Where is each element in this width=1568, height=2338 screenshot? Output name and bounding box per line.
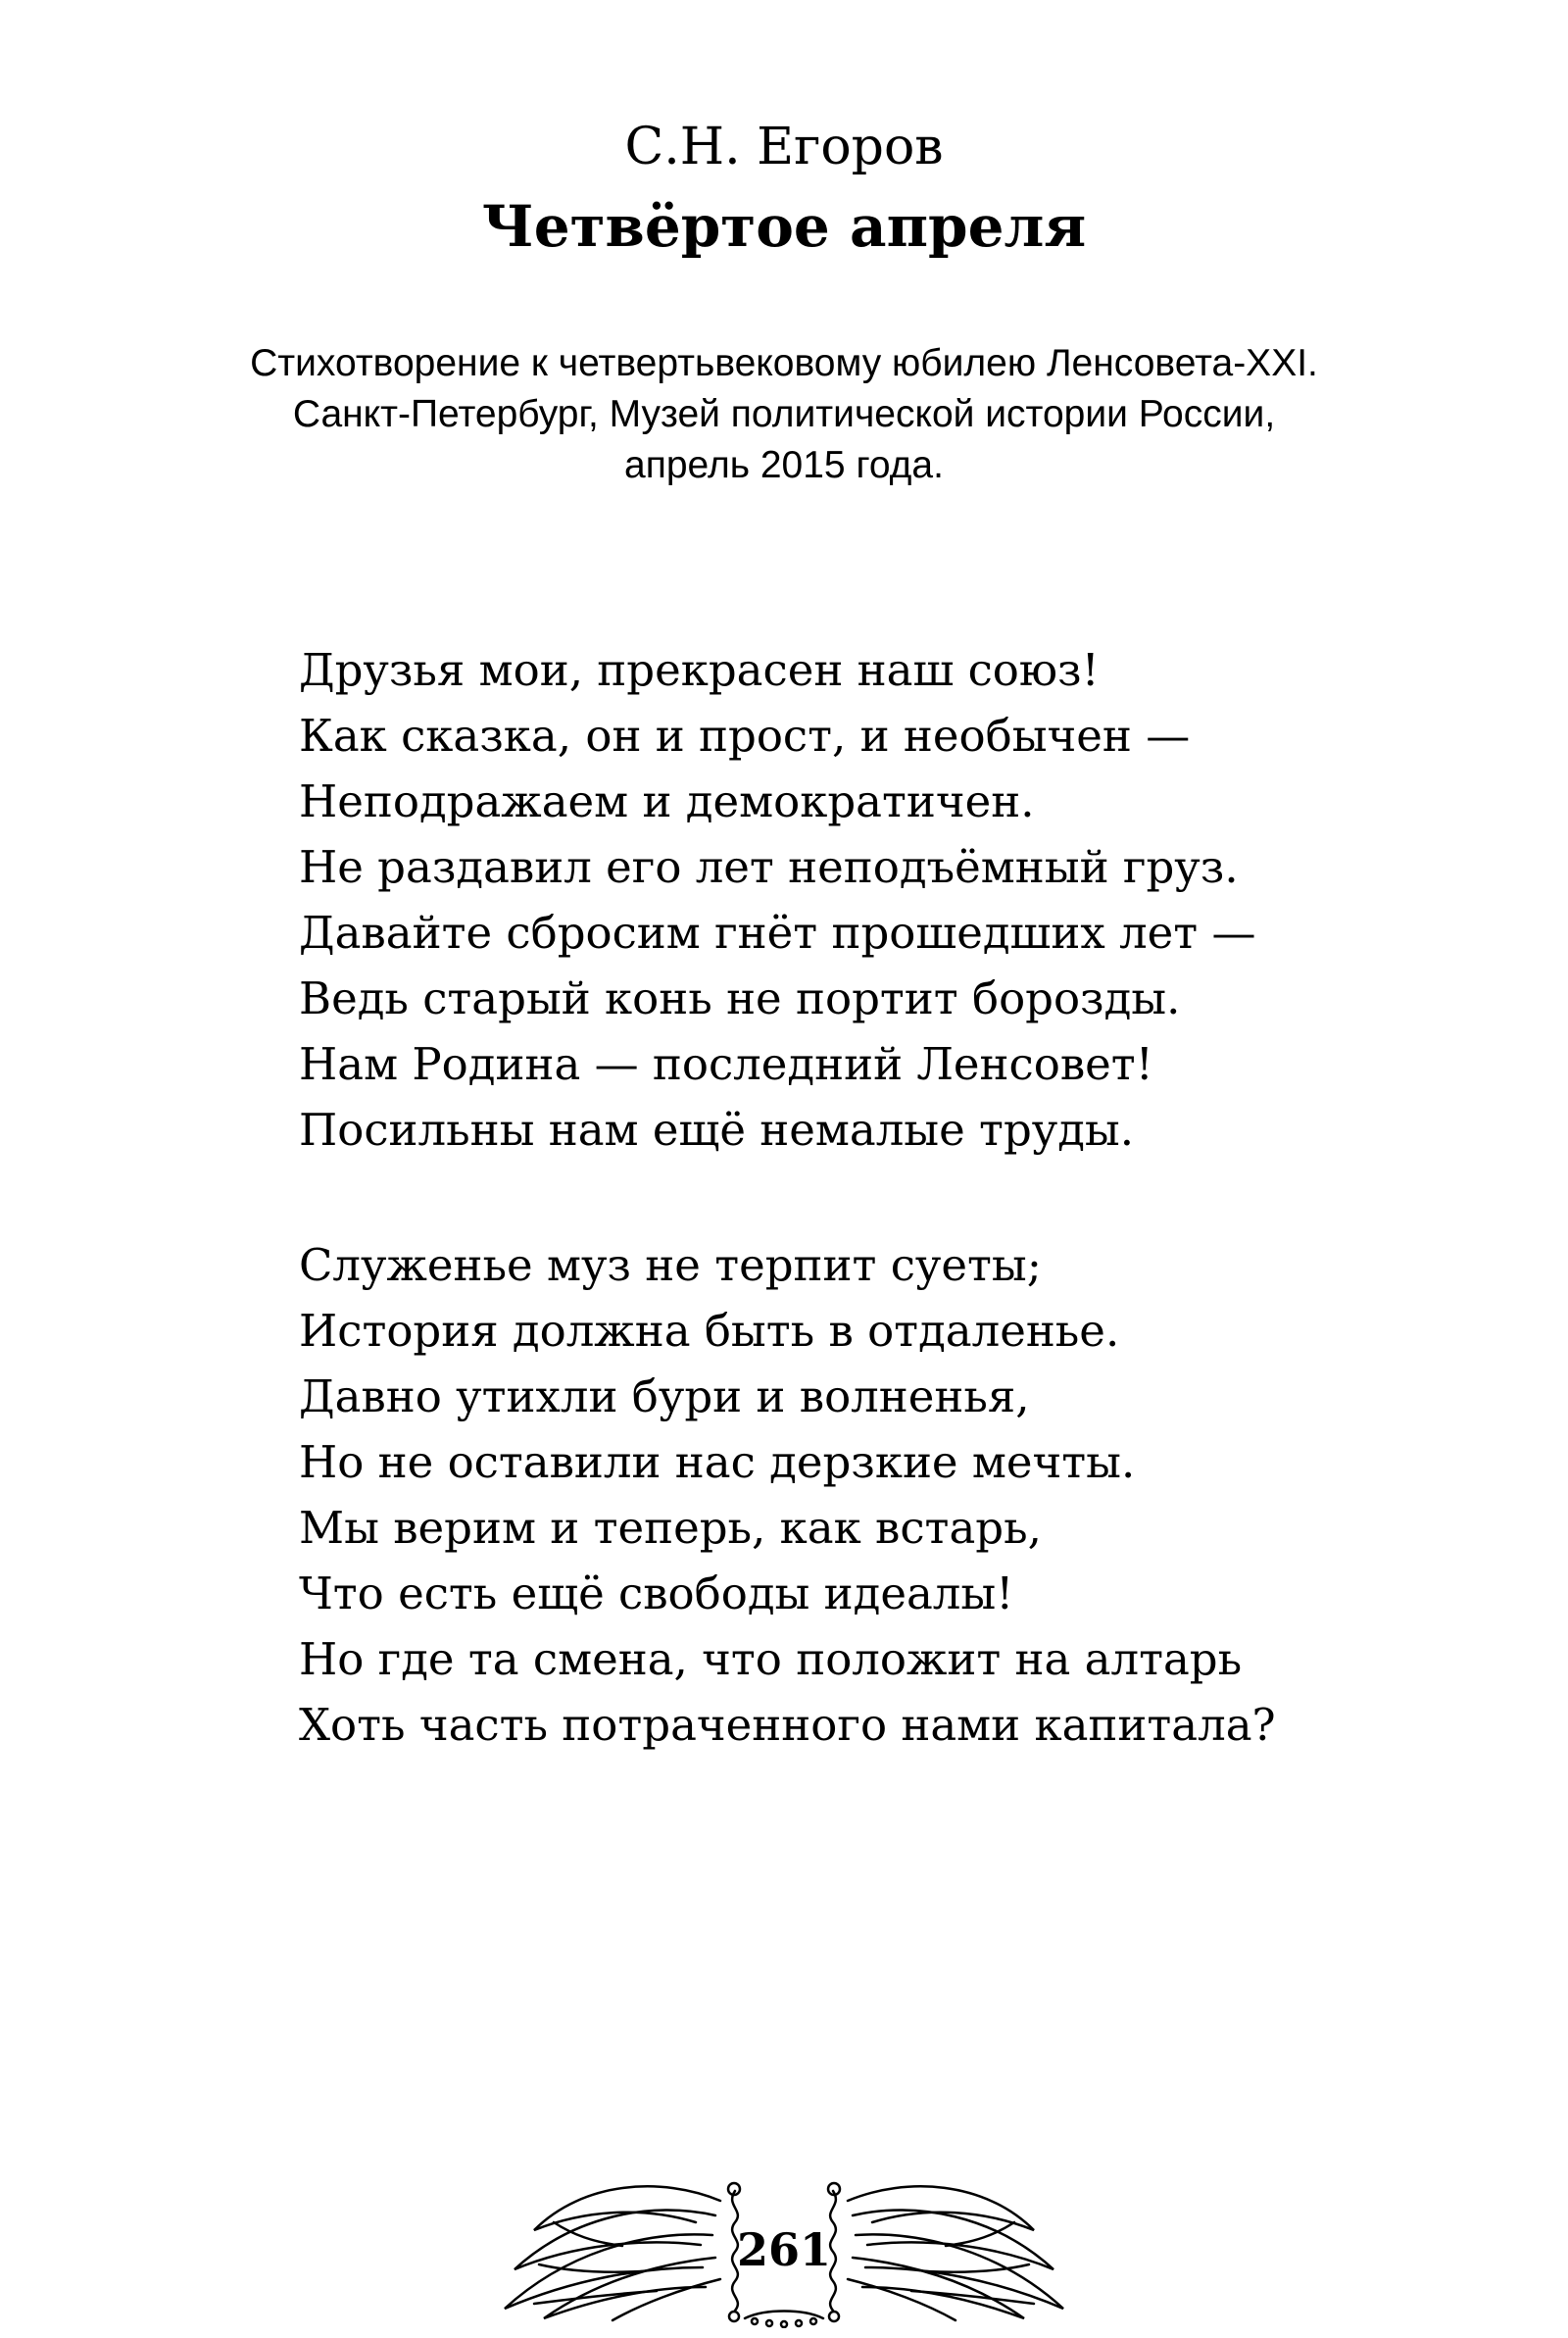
poem-line: История должна быть в отдаленье.: [299, 1305, 1120, 1357]
poem-line: Что есть ещё свободы идеалы!: [299, 1567, 1014, 1619]
subtitle-line: Стихотворение к четвертьвековому юбилею Ленсовета-XXI.: [250, 342, 1318, 384]
page-footer: [495, 2162, 1073, 2328]
stanza-1: [299, 637, 1475, 1163]
subtitle-line: апрель 2015 года.: [624, 444, 944, 486]
poem-line: Нам Родина — последний Ленсовет!: [299, 1038, 1153, 1090]
poem-line: Неподражаем и демократичен.: [299, 775, 1035, 827]
author-name: С.Н. Егоров: [624, 118, 944, 176]
poem-line: Но где та смена, что положит на алтарь: [299, 1633, 1243, 1685]
stanza-2: [299, 1232, 1475, 1758]
poem-line: Мы верим и теперь, как встарь,: [299, 1502, 1042, 1554]
poem-title: Четвёртое апреля: [481, 193, 1087, 260]
poem-line: Друзья мои, прекрасен наш союз!: [299, 644, 1100, 696]
poem-line: Служенье муз не терпит суеты;: [299, 1239, 1042, 1291]
subtitle: [0, 338, 1568, 491]
subtitle-line: Санкт-Петербург, Музей политической истории России,: [292, 393, 1276, 435]
poem-line: Как сказка, он и прост, и необычен —: [299, 710, 1191, 762]
poem-line: Ведь старый конь не портит борозды.: [299, 972, 1181, 1024]
poem-line: Хоть часть потраченного нами капитала?: [299, 1699, 1276, 1751]
poem-line: Не раздавил его лет неподъёмный груз.: [299, 841, 1239, 893]
poem-line: Посильны нам ещё немалые труды.: [299, 1104, 1135, 1156]
poem-line: Давайте сбросим гнёт прошедших лет —: [299, 907, 1256, 959]
page-number: 261: [736, 2223, 832, 2276]
poem-line: Давно утихли бури и волненья,: [299, 1370, 1030, 1422]
poem-line: Но не оставили нас дерзкие мечты.: [299, 1436, 1136, 1488]
